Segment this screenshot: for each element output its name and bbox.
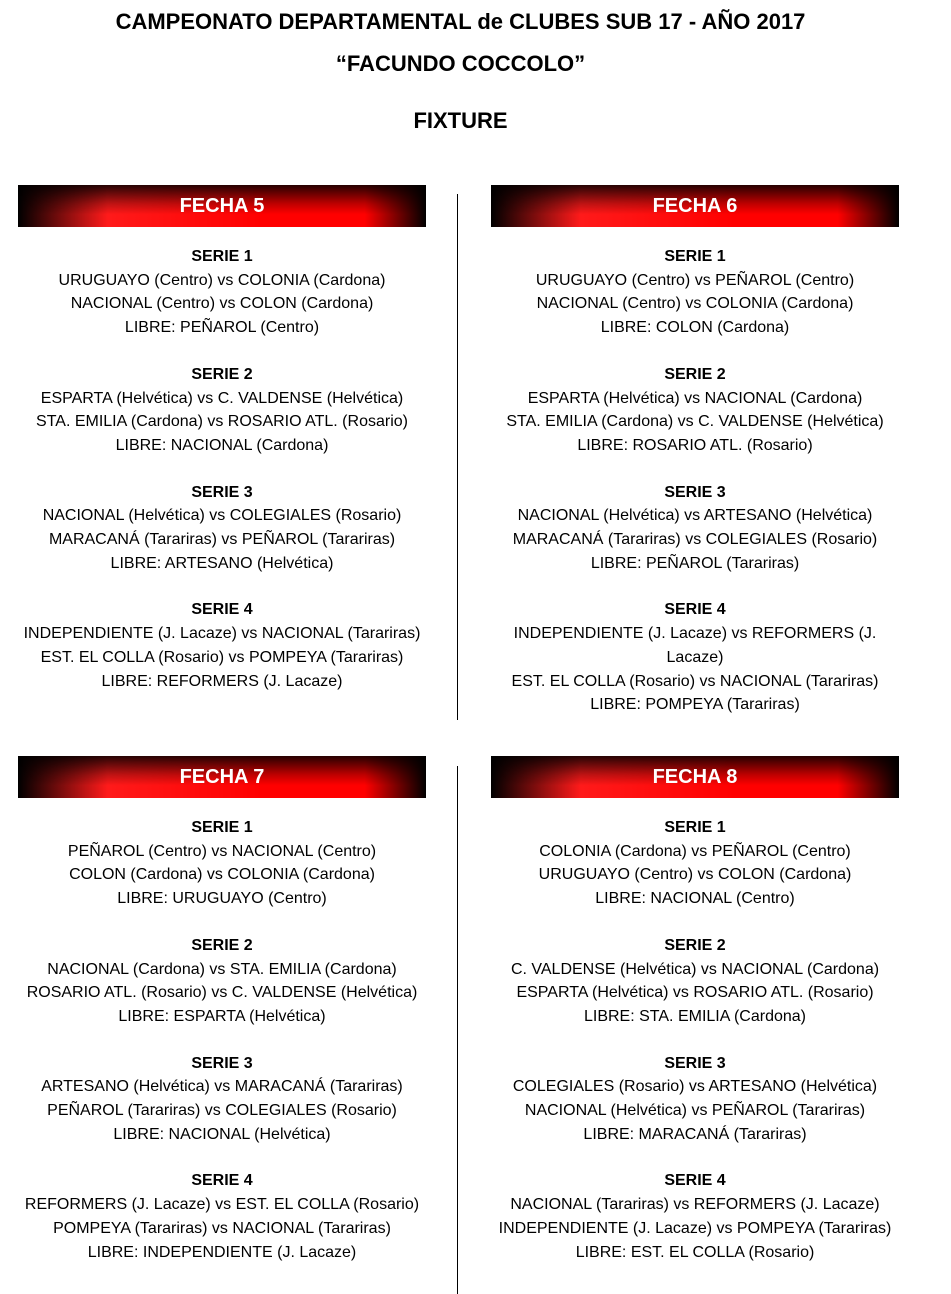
match-line: REFORMERS (J. Lacaze) vs EST. EL COLLA (Rosario) xyxy=(24,1196,420,1214)
bye-team: LIBRE: MARACANÁ (Tarariras) xyxy=(583,1125,807,1143)
serie-title: SERIE 1 xyxy=(664,819,726,836)
bye-team: LIBRE: NACIONAL (Centro) xyxy=(595,890,795,908)
serie-group xyxy=(491,598,899,717)
serie-group xyxy=(491,245,899,340)
series-list xyxy=(18,816,426,1264)
serie-title: SERIE 4 xyxy=(664,601,726,619)
bye-team: LIBRE: REFORMERS (J. Lacaze) xyxy=(101,672,343,690)
bye-team: LIBRE: ROSARIO ATL. (Rosario) xyxy=(577,436,813,454)
bye-team: LIBRE: URUGUAYO (Centro) xyxy=(117,890,327,908)
match-line: ROSARIO ATL. (Rosario) vs C. VALDENSE (Helvética) xyxy=(26,984,418,1002)
serie-title: SERIE 4 xyxy=(191,1172,253,1190)
serie-group xyxy=(18,363,426,458)
serie-group xyxy=(491,1052,899,1147)
bye-team: LIBRE: EST. EL COLLA (Rosario) xyxy=(575,1243,815,1261)
bye-team: LIBRE: INDEPENDIENTE (J. Lacaze) xyxy=(87,1243,357,1261)
match-line: PEÑAROL (Centro) vs NACIONAL (Centro) xyxy=(67,842,377,860)
match-line: POMPEYA (Tarariras) vs NACIONAL (Tarariras) xyxy=(53,1219,391,1237)
championship-title: CAMPEONATO DEPARTAMENTAL de CLUBES SUB 17 - AÑO 2017 xyxy=(115,9,806,34)
serie-title: SERIE 2 xyxy=(191,365,253,383)
serie-group xyxy=(18,1052,426,1147)
match-line: STA. EMILIA (Cardona) vs C. VALDENSE (Helvética) xyxy=(506,413,884,431)
serie-group xyxy=(491,934,899,1029)
bye-team: LIBRE: NACIONAL (Cardona) xyxy=(115,436,329,454)
bye-team: LIBRE: COLON (Cardona) xyxy=(600,319,790,337)
fecha-banner: FECHA 5 xyxy=(18,185,426,227)
championship-name: “FACUNDO COCCOLO” xyxy=(335,51,586,76)
serie-title: SERIE 1 xyxy=(664,248,726,265)
match-line: INDEPENDIENTE (J. Lacaze) vs NACIONAL (Tarariras) xyxy=(23,625,421,643)
match-line: PEÑAROL (Tarariras) vs COLEGIALES (Rosario) xyxy=(47,1102,397,1120)
match-line: MARACANÁ (Tarariras) vs PEÑAROL (Tarariras) xyxy=(48,531,396,549)
serie-title: SERIE 4 xyxy=(191,601,253,619)
bye-team: LIBRE: ARTESANO (Helvética) xyxy=(110,554,334,572)
serie-group xyxy=(491,1169,899,1264)
serie-title: SERIE 1 xyxy=(191,248,253,265)
match-line: INDEPENDIENTE (J. Lacaze) vs POMPEYA (Tarariras) xyxy=(498,1219,892,1237)
match-line: COLONIA (Cardona) vs PEÑAROL (Centro) xyxy=(539,842,851,860)
fecha-block xyxy=(18,185,426,693)
serie-group xyxy=(18,1169,426,1264)
serie-title: SERIE 3 xyxy=(191,483,253,501)
fecha-banner: FECHA 7 xyxy=(18,756,426,798)
serie-group xyxy=(18,598,426,693)
series-list xyxy=(18,245,426,693)
serie-title: SERIE 4 xyxy=(664,1172,726,1190)
match-line: INDEPENDIENTE (J. Lacaze) vs REFORMERS (J. Lacaze) xyxy=(513,625,877,666)
match-line: COLEGIALES (Rosario) vs ARTESANO (Helvética) xyxy=(512,1078,878,1096)
fecha-block xyxy=(491,756,899,1264)
match-line: URUGUAYO (Centro) vs COLON (Cardona) xyxy=(538,866,852,884)
serie-title: SERIE 3 xyxy=(664,1054,726,1072)
series-list xyxy=(491,816,899,1264)
match-line: MARACANÁ (Tarariras) vs COLEGIALES (Rosario) xyxy=(512,531,878,549)
bye-team: LIBRE: ESPARTA (Helvética) xyxy=(118,1007,326,1025)
serie-title: SERIE 2 xyxy=(664,936,726,954)
bye-team: LIBRE: NACIONAL (Helvética) xyxy=(113,1125,331,1143)
fecha-banner: FECHA 8 xyxy=(491,756,899,798)
match-line: ESPARTA (Helvética) vs NACIONAL (Cardona) xyxy=(527,389,863,407)
serie-group xyxy=(491,481,899,576)
match-line: NACIONAL (Tarariras) vs REFORMERS (J. Lacaze) xyxy=(510,1196,880,1214)
column-divider-top xyxy=(457,194,458,720)
serie-group xyxy=(18,934,426,1029)
serie-group xyxy=(18,245,426,340)
serie-group xyxy=(18,816,426,911)
bye-team: LIBRE: POMPEYA (Tarariras) xyxy=(590,696,800,714)
serie-title: SERIE 2 xyxy=(191,936,253,954)
match-line: NACIONAL (Cardona) vs STA. EMILIA (Cardona) xyxy=(47,960,397,978)
serie-title: SERIE 1 xyxy=(191,819,253,836)
serie-group xyxy=(18,481,426,576)
match-line: ARTESANO (Helvética) vs MARACANÁ (Tarariras) xyxy=(41,1078,403,1096)
fecha-block xyxy=(491,185,899,717)
bye-team: LIBRE: STA. EMILIA (Cardona) xyxy=(583,1007,806,1025)
match-line: NACIONAL (Helvética) vs PEÑAROL (Tarariras) xyxy=(524,1102,866,1120)
match-line: URUGUAYO (Centro) vs COLONIA (Cardona) xyxy=(58,271,386,289)
match-line: NACIONAL (Helvética) vs COLEGIALES (Rosario) xyxy=(42,507,402,525)
bye-team: LIBRE: PEÑAROL (Tarariras) xyxy=(590,554,800,572)
match-line: EST. EL COLLA (Rosario) vs POMPEYA (Tarariras) xyxy=(40,648,404,666)
match-line: COLON (Cardona) vs COLONIA (Cardona) xyxy=(69,866,375,884)
fecha-block xyxy=(18,756,426,1264)
match-line: ESPARTA (Helvética) vs ROSARIO ATL. (Rosario) xyxy=(516,984,874,1002)
serie-title: SERIE 3 xyxy=(191,1054,253,1072)
match-line: C. VALDENSE (Helvética) vs NACIONAL (Cardona) xyxy=(510,960,880,978)
bye-team: LIBRE: PEÑAROL (Centro) xyxy=(124,319,320,337)
match-line: ESPARTA (Helvética) vs C. VALDENSE (Helvética) xyxy=(40,389,404,407)
match-line: URUGUAYO (Centro) vs PEÑAROL (Centro) xyxy=(535,271,855,289)
column-divider-bottom xyxy=(457,766,458,1294)
match-line: NACIONAL (Centro) vs COLON (Cardona) xyxy=(70,295,374,313)
match-line: NACIONAL (Helvética) vs ARTESANO (Helvética) xyxy=(517,507,873,525)
match-line: EST. EL COLLA (Rosario) vs NACIONAL (Tarariras) xyxy=(511,672,879,690)
serie-group xyxy=(491,816,899,911)
match-line: NACIONAL (Centro) vs COLONIA (Cardona) xyxy=(536,295,854,313)
fixture-heading: FIXTURE xyxy=(413,108,508,133)
serie-title: SERIE 3 xyxy=(664,483,726,501)
serie-title: SERIE 2 xyxy=(664,365,726,383)
fecha-banner: FECHA 6 xyxy=(491,185,899,227)
serie-group xyxy=(491,363,899,458)
series-list xyxy=(491,245,899,717)
match-line: STA. EMILIA (Cardona) vs ROSARIO ATL. (Rosario) xyxy=(36,413,408,431)
